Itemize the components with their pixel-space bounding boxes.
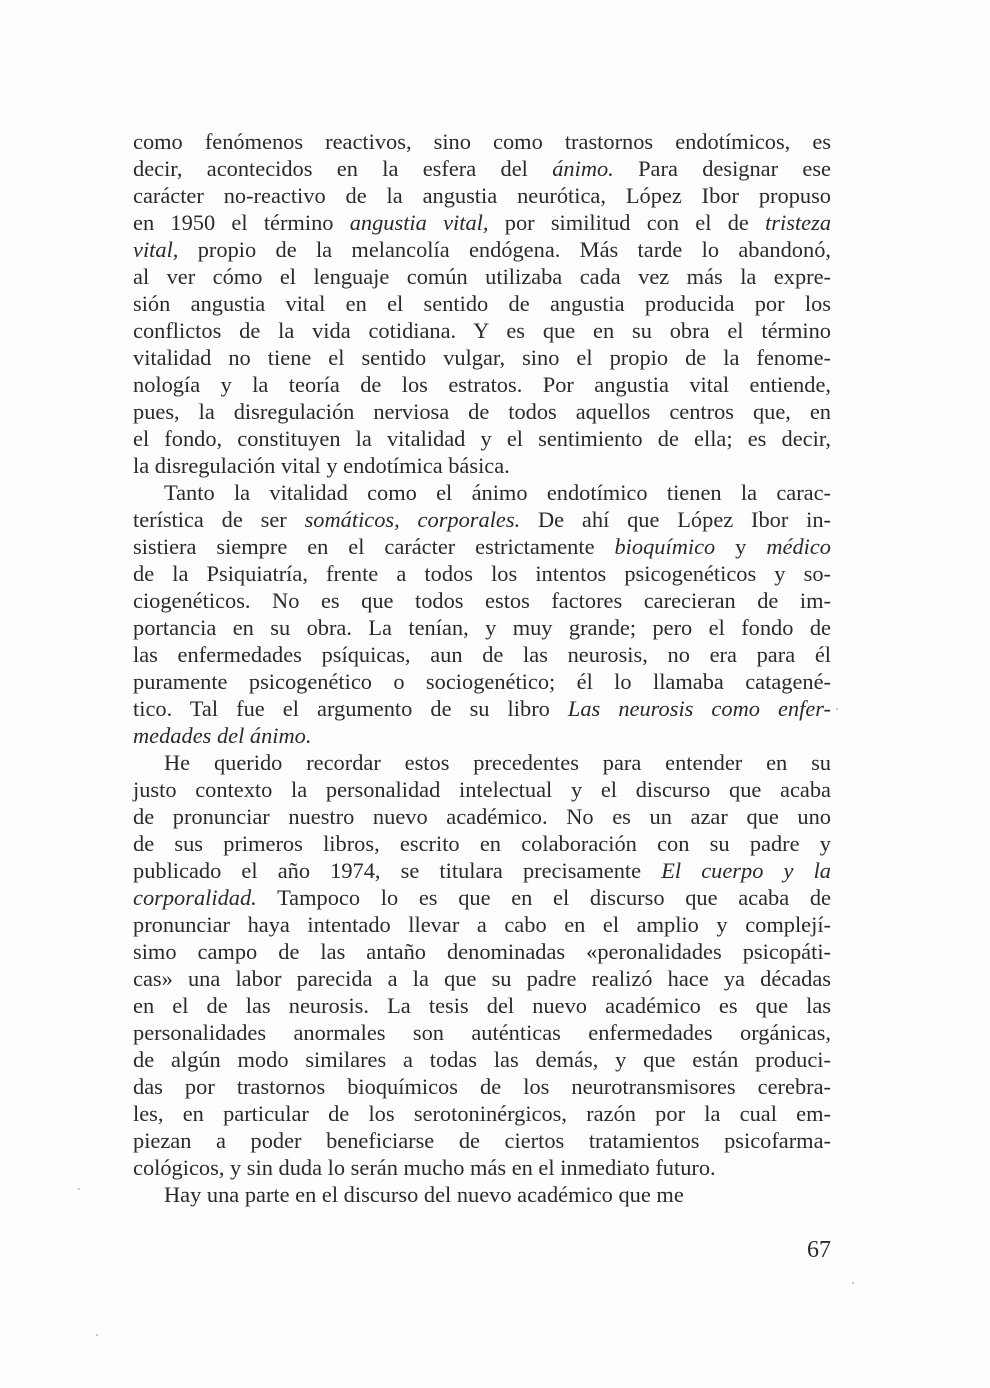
paragraph (133, 128, 831, 479)
text-line (133, 884, 831, 911)
text-line (133, 1046, 831, 1073)
text-segment: sistiera siempre en el carácter estrictamente (133, 534, 615, 559)
text-segment: puramente psicogenético o sociogenético; él lo llamaba catagené- (133, 669, 831, 694)
text-segment: terística de ser (133, 507, 305, 532)
text-line (133, 965, 831, 992)
text-segment: cológicos, y sin duda lo serán mucho más en el inmediato futuro. (133, 1155, 716, 1180)
text-line (133, 452, 831, 479)
text-segment: Tanto la vitalidad como el ánimo endotímico tienen la carac- (164, 480, 831, 505)
text-line (133, 722, 831, 749)
text-line (133, 830, 831, 857)
text-line (133, 668, 831, 695)
text-line (133, 560, 831, 587)
text-segment: piezan a poder beneficiarse de ciertos tratamientos psicofarma- (133, 1128, 831, 1153)
scan-speck (852, 1282, 854, 1284)
text-segment: de sus primeros libros, escrito en colaboración con su padre y (133, 831, 831, 856)
text-line (133, 857, 831, 884)
text-line (133, 1019, 831, 1046)
text-line (133, 209, 831, 236)
text-segment: las enfermedades psíquicas, aun de las neurosis, no era para él (133, 642, 831, 667)
text-segment: y (715, 534, 767, 559)
text-segment: tico. Tal fue el argumento de su libro (133, 696, 568, 721)
text-segment: por similitud con el de (488, 210, 766, 235)
text-line (133, 614, 831, 641)
text-segment: en el de las neurosis. La tesis del nuevo académico es que las (133, 993, 831, 1018)
text-line (133, 182, 831, 209)
text-segment: Tampoco lo es que en el discurso que acaba de (256, 885, 831, 910)
text-line (133, 398, 831, 425)
text-segment: justo contexto la personalidad intelectual y el discurso que acaba (133, 777, 831, 802)
text-line (133, 371, 831, 398)
italic-text-segment: bioquímico (614, 534, 716, 559)
text-segment: portancia en su obra. La tenían, y muy grande; pero el fondo de (133, 615, 831, 640)
scan-speck (78, 1188, 80, 1190)
paragraph (133, 479, 831, 749)
italic-text-segment: angustia vital, (349, 210, 489, 235)
italic-text-segment: Las neurosis como enfer- (567, 696, 831, 721)
text-segment: simo campo de las antaño denominadas «peronalidades psicopáti- (133, 939, 831, 964)
text-segment: la disregulación vital y endotímica básica. (133, 453, 510, 478)
text-segment: ciogenéticos. No es que todos estos factores carecieran de im- (133, 588, 831, 613)
page-number: 67 (807, 1237, 831, 1263)
italic-text-segment: tristeza (765, 210, 832, 235)
text-segment: Para designar ese (613, 156, 831, 181)
text-line (133, 749, 831, 776)
italic-text-segment: somáticos, corporales. (304, 507, 521, 532)
text-line (133, 128, 831, 155)
text-line (133, 776, 831, 803)
text-line (133, 1127, 831, 1154)
text-line (133, 236, 831, 263)
italic-text-segment: El cuerpo y la (661, 858, 831, 883)
italic-text-segment: corporalidad. (133, 885, 257, 910)
text-segment: en 1950 el término (133, 210, 350, 235)
text-line (133, 533, 831, 560)
text-line (133, 479, 831, 506)
text-segment: Hay una parte en el discurso del nuevo académico que me (164, 1182, 684, 1207)
text-segment: de algún modo similares a todas las demás, y que están produci- (133, 1047, 831, 1072)
text-segment: al ver cómo el lenguaje común utilizaba cada vez más la expre- (133, 264, 831, 289)
text-line (133, 695, 831, 722)
text-line (133, 911, 831, 938)
text-segment: publicado el año 1974, se titulara precisamente (133, 858, 662, 883)
text-line (133, 263, 831, 290)
text-line (133, 938, 831, 965)
paragraph (133, 1181, 831, 1208)
text-segment: propio de la melancolía endógena. Más tarde lo abandonó, (178, 237, 831, 262)
text-segment: pronunciar haya intentado llevar a cabo en el amplio y complejí- (133, 912, 831, 937)
italic-text-segment: vital, (133, 237, 179, 262)
text-segment: les, en particular de los serotoninérgicos, razón por la cual em- (133, 1101, 831, 1126)
text-segment: das por trastornos bioquímicos de los neurotransmisores cerebra- (133, 1074, 831, 1099)
text-line (133, 155, 831, 182)
text-line (133, 506, 831, 533)
paragraph (133, 749, 831, 1181)
text-line (133, 425, 831, 452)
italic-text-segment: ánimo. (552, 156, 614, 181)
text-segment: cas» una labor parecida a la que su padre realizó hace ya décadas (133, 966, 831, 991)
text-segment: conflictos de la vida cotidiana. Y es que en su obra el término (133, 318, 831, 343)
text-segment: vitalidad no tiene el sentido vulgar, sino el propio de la fenome- (133, 345, 831, 370)
body-text (133, 128, 831, 1208)
italic-text-segment: médico (766, 534, 832, 559)
text-segment: de la Psiquiatría, frente a todos los intentos psicogenéticos y so- (133, 561, 831, 586)
text-line (133, 290, 831, 317)
text-segment: carácter no-reactivo de la angustia neurótica, López Ibor propuso (133, 183, 831, 208)
text-line (133, 1073, 831, 1100)
text-line (133, 992, 831, 1019)
text-segment: nología y la teoría de los estratos. Por angustia vital entiende, (133, 372, 831, 397)
text-segment: De ahí que López Ibor in- (520, 507, 832, 532)
text-segment: de pronunciar nuestro nuevo académico. No es un azar que uno (133, 804, 831, 829)
text-segment: el fondo, constituyen la vitalidad y el sentimiento de ella; es decir, (133, 426, 831, 451)
text-line (133, 1100, 831, 1127)
scan-speck (836, 708, 838, 710)
text-line (133, 1154, 831, 1181)
text-line (133, 803, 831, 830)
text-line (133, 344, 831, 371)
text-line (133, 1181, 831, 1208)
text-segment: sión angustia vital en el sentido de angustia producida por los (133, 291, 831, 316)
text-segment: He querido recordar estos precedentes para entender en su (164, 750, 831, 775)
scan-speck (96, 1334, 98, 1336)
text-segment: decir, acontecidos en la esfera del (133, 156, 553, 181)
text-line (133, 587, 831, 614)
text-segment: personalidades anormales son auténticas enfermedades orgánicas, (133, 1020, 831, 1045)
text-line (133, 317, 831, 344)
text-segment: pues, la disregulación nerviosa de todos aquellos centros que, en (133, 399, 831, 424)
text-line (133, 641, 831, 668)
italic-text-segment: medades del ánimo. (133, 723, 312, 748)
text-segment: como fenómenos reactivos, sino como trastornos endotímicos, es (133, 129, 831, 154)
